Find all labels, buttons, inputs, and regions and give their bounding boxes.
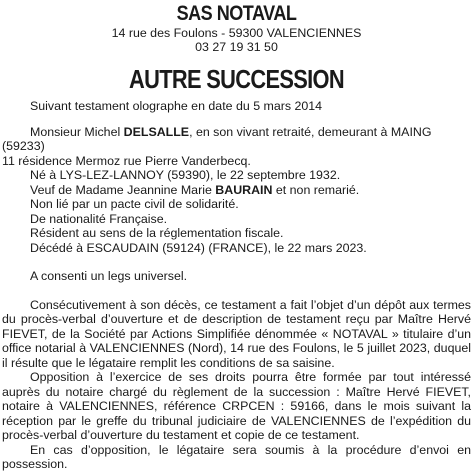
legs-line: A consenti un legs universel. xyxy=(30,269,188,283)
deceased-prefix: Monsieur Michel xyxy=(30,124,124,139)
deceased-occupation: , en son vivant retraité, demeurant à MAING (59233) xyxy=(2,124,432,153)
spacer xyxy=(2,255,471,269)
widow-prefix: Veuf de Madame Jeannine Marie xyxy=(30,182,216,197)
firm-address: 14 rue des Foulons - 59300 VALENCIENNES xyxy=(111,26,362,40)
residence-line: Résident au sens de la réglementation fiscale. xyxy=(30,226,284,240)
opposition-paragraph: Opposition à l’exercice de ses droits pourra être formée par tout intéressé auprès du notaire chargé du règlement de la succession : Maître Hervé FIEVET, notaire à VALENCIENNES, référence CRPCEN : 59166, dans le mois suivant la réception par le greffe du tribunal judiciaire de VALENCIENNES de l’expédition du procès-verbal d’ouverture du testament et copie de ce testament. xyxy=(2,370,471,442)
death-line: Décédé à ESCAUDAIN (59124) (FRANCE), le 22 mars 2023. xyxy=(30,240,367,255)
birth-line: Né à LYS-LEZ-LANNOY (59390), le 22 septembre 1932. xyxy=(30,168,341,182)
spacer xyxy=(2,114,471,125)
deceased-block xyxy=(2,125,471,256)
deceased-address: 11 résidence Mermoz rue Pierre Vanderbecq. xyxy=(2,153,251,168)
notice-title: AUTRE SUCCESSION xyxy=(129,64,344,94)
deceased-surname: DELSALLE xyxy=(123,124,190,139)
deceased-identity xyxy=(2,125,471,154)
widow-line xyxy=(2,183,471,198)
pacs-line: Non lié par un pacte civil de solidarité. xyxy=(30,197,239,211)
widow-surname: BAURAIN xyxy=(215,182,273,197)
firm-phone: 03 27 19 31 50 xyxy=(195,40,278,54)
possession-paragraph: En cas d’opposition, le légataire sera soumis à la procédure d’envoi en possession. xyxy=(2,442,471,471)
spacer xyxy=(2,284,471,298)
intro-line: Suivant testament olographe en date du 5 mars 2014 xyxy=(30,99,323,113)
firm-name: SAS NOTAVAL xyxy=(176,2,297,25)
legal-notice xyxy=(0,2,473,475)
deposit-paragraph: Consécutivement à son décès, ce testament a fait l’objet d’un dépôt aux termes du procès-verbal d’ouverture et de description de testament reçu par Maître Hervé FIEVET, de la Société par Actions Simplifiée dénommée « NOTAVAL » titulaire d’un office notarial à VALENCIENNES (Nord), 14 rue des Foulons, le 5 juillet 2023, duquel il résulte que le légataire remplit les conditions de sa saisine. xyxy=(2,297,471,370)
nationality-line: De nationalité Française. xyxy=(30,211,168,226)
widow-suffix: et non remarié. xyxy=(272,182,360,197)
